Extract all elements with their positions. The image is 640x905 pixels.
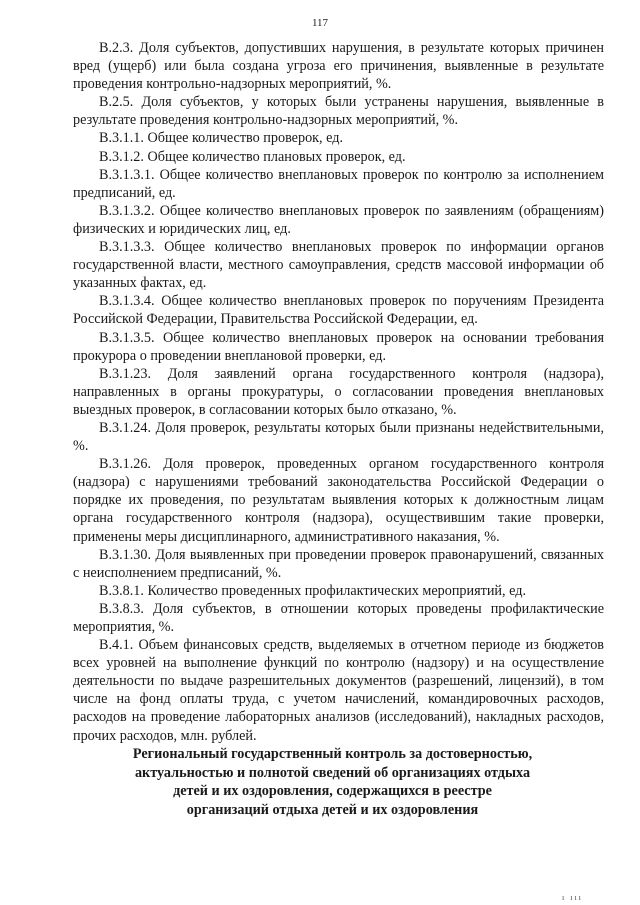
indicator-list — [73, 39, 604, 745]
paragraph-v-3-1-30: В.3.1.30. Доля выявленных при проведении проверок правонарушений, связанных с неисполнением предписаний, %. — [73, 546, 604, 581]
section-heading-line: организаций отдыха детей и их оздоровления — [186, 801, 479, 818]
section-heading-line: детей и их оздоровления, содержащихся в реестре — [173, 783, 492, 799]
paragraph-v-4-1: В.4.1. Объем финансовых средств, выделяемых в отчетном периоде из бюджетов всех уровней на выполнение функций по контролю (надзору) и на осуществление деятельности по выдаче разрешительных документов (разрешений, лицензий), в том числе на фонд оплаты труда, с учетом начислений, командировочных расходов, расходов на проведение лабораторных анализов (исследований), накладных расходов, прочих расходов, млн. рублей. — [73, 637, 604, 744]
section-heading-line: актуальностью и полнотой сведений об организациях отдыха — [134, 764, 531, 781]
paragraph-v-2-5: В.2.5. Доля субъектов, у которых были устранены нарушения, выявленные в результате проведения контрольно-надзорных мероприятий, %. — [73, 94, 604, 129]
paragraph-v-3-1-1: В.3.1.1. Общее количество проверок, ед. — [99, 130, 344, 147]
paragraph-v-3-1-3-1: В.3.1.3.1. Общее количество внеплановых проверок по контролю за исполнением предписаний, ед. — [73, 166, 604, 201]
paragraph-v-2-3: В.2.3. Доля субъектов, допустивших нарушения, в результате которых причинен вред (ущерб) или была создана угроза его причинения, выявленные в результате проведения контрольно-надзорных мероприятий, %. — [73, 40, 604, 93]
paragraph-v-3-1-3-4: В.3.1.3.4. Общее количество внеплановых проверок по поручениям Президента Российской Федерации, Правительства Российской Федерации, ед. — [73, 293, 604, 328]
page-number: 117 — [311, 17, 329, 29]
paragraph-v-3-1-26: В.3.1.26. Доля проверок, проведенных органом государственного контроля (надзора) с нарушениями требований законодательства Российской Федерации о порядке их проведения, по результатам выявления которых к должностным лицам органа государственного контроля (надзора), осуществившим такие проверки, применены меры дисциплинарного, административного наказания, %. — [73, 456, 604, 545]
paragraph-v-3-1-3-3: В.3.1.3.3. Общее количество внеплановых проверок по информации органов государственной власти, местного самоуправления, средств массовой информации об указанных фактах, ед. — [73, 239, 604, 292]
paragraph-v-3-1-23: В.3.1.23. Доля заявлений органа государственного контроля (надзора), направленных в органы прокуратуры, о согласовании проведения внеплановых выездных проверок, в согласовании которых было отказано, %. — [73, 365, 604, 418]
paragraph-v-3-1-3-2: В.3.1.3.2. Общее количество внеплановых проверок по заявлениям (обращениям) физических и юридических лиц, ед. — [73, 202, 604, 237]
paragraph-v-3-1-3-5: В.3.1.3.5. Общее количество внеплановых проверок на основании требования прокурора о проведении внеплановой проверки, ед. — [73, 329, 604, 364]
paragraph-v-3-1-24: В.3.1.24. Доля проверок, результаты которых были признаны недействительными, %. — [73, 419, 604, 455]
section-heading — [120, 745, 545, 819]
paragraph-v-3-1-2: В.3.1.2. Общее количество плановых проверок, ед. — [99, 148, 406, 165]
paragraph-v-3-8-1: В.3.8.1. Количество проведенных профилактических мероприятий, ед. — [99, 582, 526, 599]
section-heading-line: Региональный государственный контроль за достоверностью, — [132, 746, 533, 762]
paragraph-v-3-8-3: В.3.8.3. Доля субъектов, в отношении которых проведены профилактические мероприятия, %. — [73, 600, 604, 635]
footer-mark: ı ııı — [562, 893, 583, 902]
